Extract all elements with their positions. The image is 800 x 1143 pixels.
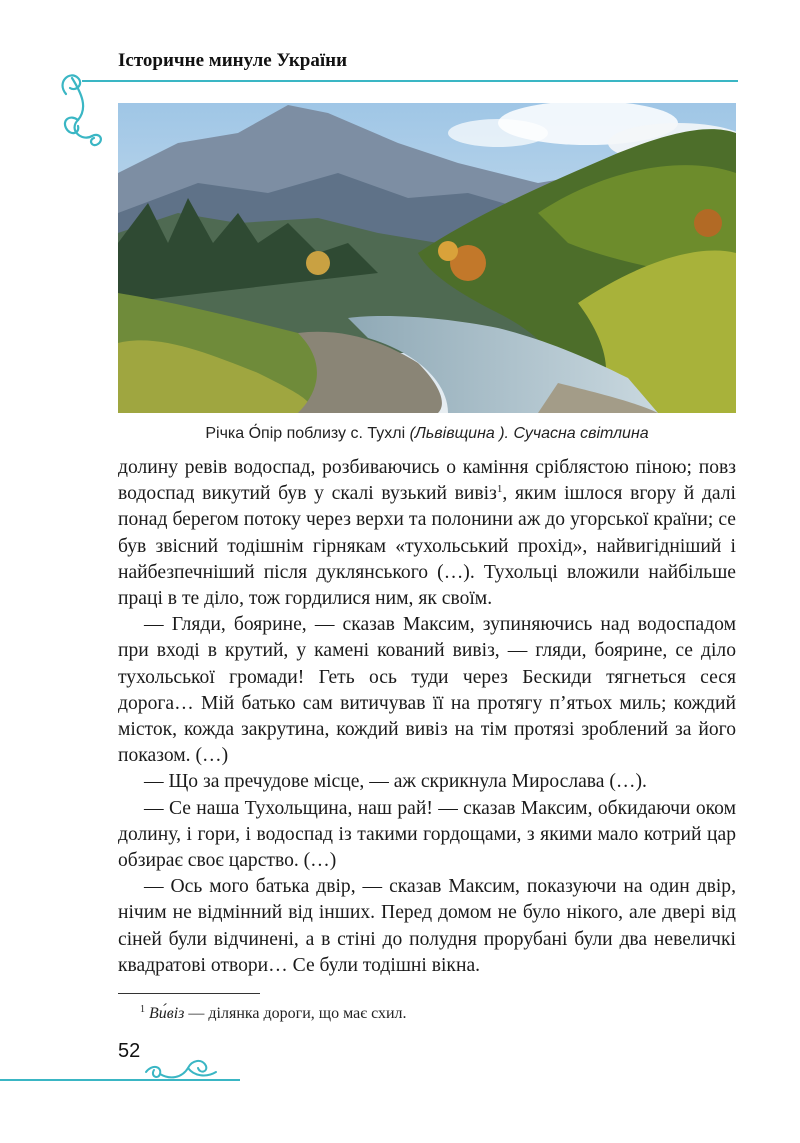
running-header-title: Історичне минуле України: [118, 50, 348, 71]
paragraph-2: — Гляди, боярине, — сказав Максим, зупиняючись над водоспадом при вході в крутий, у камені кований вивіз, — гляди, боярине, се діло тухольської громади! Геть ось туди через Бескиди тягнеться сеся дорога… Мій батько сам витичував її на протягу п’ятьох миль; кождий місток, кожда закрутина, кождий вивіз на тім протязі зроблений за його показом. (…): [118, 614, 736, 767]
caption-text: Річка О́пір поблизу с. Тухлі: [205, 425, 410, 442]
caption-italic-text: (Львівщина ). Сучасна світлина: [409, 425, 649, 442]
footnote-term: Ви́віз: [149, 1005, 185, 1022]
body-text: [118, 455, 736, 979]
paragraph-1-text: долину ревів водоспад, розбиваючись о каміння сріблястою піною; повз водоспад викутий був у скалі вузький вивіз: [118, 457, 736, 505]
page-number: 52: [118, 1040, 141, 1062]
footnote: [140, 1004, 407, 1023]
paragraph-3: — Що за пречудове місце, — аж скрикнула Мирослава (…).: [144, 771, 647, 793]
decorative-swirl-icon: [52, 64, 112, 164]
footnote-marker: 1: [140, 1004, 145, 1015]
paragraph-4: — Се наша Тухольщина, наш рай! — сказав Максим, обкидаючи оком долину, і гори, і водоспад із такими гордощами, з якими мало котрий цар обзирає своє царство. (…): [118, 797, 736, 872]
mountain-river-landscape-icon: [118, 103, 736, 413]
header-rule: [82, 80, 738, 82]
photo-caption: [118, 425, 736, 443]
paragraph-1-rest: , яким ішлося вгору й далі понад берегом потоку через верхи та полонини аж до угорської країни; се був звісний тодішнім гірнякам «тухольський прохід», найвигідніший і найбезпечніший після дуклянського (…). Тухольці вложили найбільше праці в те діло, тож гордилися ним, як своїм.: [118, 483, 737, 610]
footnote-ref: 1: [496, 483, 503, 496]
footnote-definition: — ділянка дороги, що має схил.: [184, 1005, 407, 1022]
paragraph-5: — Ось мого батька двір, — сказав Максим, показуючи на один двір, нічим не відмінний від інших. Перед домом не було нікого, але двері від сіней були відчинені, а в стіні до полудня прорубані були два невеличкі квадратові отвори… Се були тодішні вікна.: [118, 876, 736, 976]
river-landscape-photo: [118, 103, 736, 413]
footnote-rule: [118, 993, 260, 994]
paragraph-1: [118, 455, 736, 612]
decorative-swirl-bottom-icon: [142, 1044, 222, 1084]
